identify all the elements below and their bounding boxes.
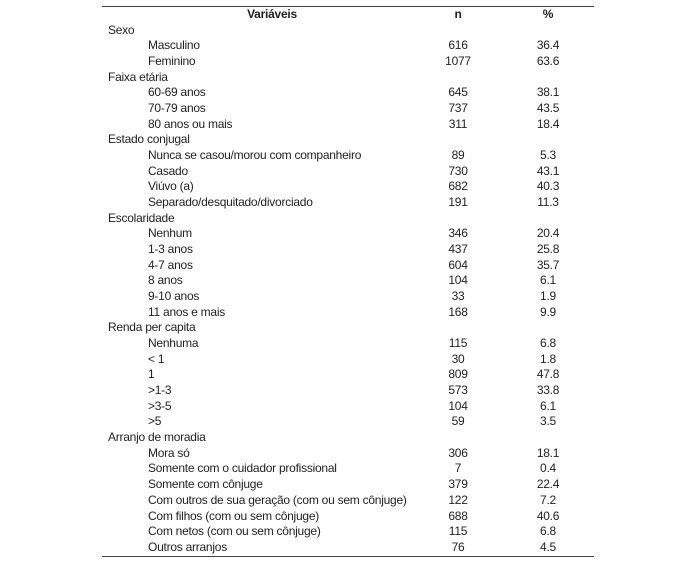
item-percent: 11.3 <box>537 195 559 210</box>
item-percent: 6.8 <box>540 524 556 539</box>
item-n: 59 <box>451 414 465 429</box>
item-n: 76 <box>451 539 465 554</box>
item-percent: 43.1 <box>536 163 560 178</box>
item-label: 11 anos e mais <box>148 304 225 319</box>
table-row <box>102 352 594 368</box>
item-n: 1077 <box>445 54 471 69</box>
item-label: >1-3 <box>148 383 172 398</box>
item-n: 306 <box>448 445 468 460</box>
item-n: 437 <box>448 242 468 257</box>
bottom-rule <box>102 556 594 557</box>
header-n: n <box>454 7 462 21</box>
item-label: Nenhum <box>148 226 192 241</box>
item-label: Casado <box>148 163 188 178</box>
group-label: Arranjo de moradia <box>108 430 206 445</box>
item-label: Com filhos (com ou sem cônjuge) <box>148 508 319 523</box>
item-label: < 1 <box>148 351 165 366</box>
item-n: 168 <box>448 304 468 319</box>
item-label: 9-10 anos <box>148 289 200 304</box>
item-n: 115 <box>448 336 468 351</box>
table-row <box>102 509 594 525</box>
table-row <box>102 540 594 556</box>
table-row <box>102 242 594 258</box>
group-label: Sexo <box>108 22 135 37</box>
item-percent: 18.1 <box>536 445 560 460</box>
item-label: Nunca se casou/morou com companheiro <box>148 148 362 163</box>
item-label: Outros arranjos <box>148 539 227 554</box>
item-n: 645 <box>448 85 468 100</box>
table-row <box>102 273 594 289</box>
group-label: Faixa etária <box>108 69 168 84</box>
item-percent: 35.7 <box>536 257 560 272</box>
item-percent: 5.3 <box>540 148 556 163</box>
table-row <box>102 493 594 509</box>
item-label: 70-79 anos <box>148 101 206 116</box>
table-row <box>102 305 594 321</box>
table-row <box>102 148 594 164</box>
table-row <box>102 399 594 415</box>
table-row <box>102 195 594 211</box>
item-n: 89 <box>451 148 465 163</box>
item-label: 80 anos ou mais <box>148 116 233 131</box>
table-body <box>102 23 594 556</box>
item-percent: 40.6 <box>536 508 560 523</box>
table-row <box>102 461 594 477</box>
item-label: Nenhuma <box>148 336 199 351</box>
item-percent: 33.8 <box>536 383 560 398</box>
item-n: 737 <box>448 101 468 116</box>
table-row <box>102 524 594 540</box>
table-row <box>102 226 594 242</box>
item-percent: 0.4 <box>540 461 556 476</box>
table-row <box>102 101 594 117</box>
group-row <box>102 430 594 446</box>
item-n: 730 <box>448 163 468 178</box>
item-n: 104 <box>448 273 468 288</box>
item-percent: 63.6 <box>536 54 560 69</box>
item-label: 1-3 anos <box>148 242 193 257</box>
item-percent: 18.4 <box>536 116 560 131</box>
item-n: 115 <box>448 524 468 539</box>
item-percent: 40.3 <box>536 179 560 194</box>
table-row <box>102 414 594 430</box>
item-percent: 38.1 <box>536 85 560 100</box>
header-variables: Variáveis <box>247 7 297 21</box>
table-row <box>102 258 594 274</box>
item-n: 122 <box>448 492 468 507</box>
item-label: Separado/desquitado/divorciado <box>148 195 313 210</box>
item-label: Masculino <box>148 38 200 53</box>
table-row <box>102 289 594 305</box>
item-label: Viúvo (a) <box>148 179 194 194</box>
item-percent: 6.1 <box>540 273 556 288</box>
table-row <box>102 85 594 101</box>
item-label: Mora só <box>148 445 190 460</box>
item-n: 30 <box>451 351 465 366</box>
table-row <box>102 477 594 493</box>
item-percent: 3.5 <box>540 414 556 429</box>
group-label: Renda per capita <box>108 320 196 335</box>
item-percent: 1.9 <box>540 289 556 304</box>
item-n: 604 <box>448 257 468 272</box>
item-label: >3-5 <box>148 398 172 413</box>
item-n: 809 <box>448 367 468 382</box>
item-label: Feminino <box>148 54 196 69</box>
item-label: Com outros de sua geração (com ou sem cônjuge) <box>148 492 407 507</box>
item-percent: 1.8 <box>540 351 556 366</box>
group-row <box>102 23 594 39</box>
table-row <box>102 117 594 133</box>
item-n: 7 <box>454 461 462 476</box>
table-row <box>102 446 594 462</box>
item-label: 4-7 anos <box>148 257 193 272</box>
header-percent: % <box>542 7 554 21</box>
data-table <box>102 7 594 556</box>
item-n: 104 <box>448 398 468 413</box>
item-n: 379 <box>448 477 468 492</box>
group-label: Escolaridade <box>108 210 175 225</box>
item-percent: 43.5 <box>536 101 560 116</box>
item-label: >5 <box>148 414 162 429</box>
group-row <box>102 132 594 148</box>
item-percent: 20.4 <box>536 226 560 241</box>
item-label: Com netos (com ou sem cônjuge) <box>148 524 321 539</box>
item-percent: 47.8 <box>536 367 560 382</box>
table-row <box>102 367 594 383</box>
item-n: 688 <box>448 508 468 523</box>
table-row <box>102 164 594 180</box>
item-percent: 25.8 <box>536 242 560 257</box>
item-label: 8 anos <box>148 273 183 288</box>
item-percent: 4.5 <box>540 539 556 554</box>
item-n: 311 <box>448 116 468 131</box>
item-n: 616 <box>448 38 468 53</box>
table-row <box>102 383 594 399</box>
item-percent: 7.2 <box>540 492 556 507</box>
group-row <box>102 211 594 227</box>
group-label: Estado conjugal <box>108 132 190 147</box>
group-row <box>102 320 594 336</box>
group-row <box>102 70 594 86</box>
table-row <box>102 336 594 352</box>
table-row <box>102 38 594 54</box>
item-percent: 6.8 <box>540 336 556 351</box>
item-percent: 6.1 <box>540 398 556 413</box>
table-row <box>102 54 594 70</box>
item-percent: 22.4 <box>536 477 560 492</box>
item-n: 33 <box>451 289 465 304</box>
table-row <box>102 179 594 195</box>
item-label: Somente com o cuidador profissional <box>148 461 337 476</box>
item-label: Somente com cônjuge <box>148 477 263 492</box>
item-n: 682 <box>448 179 468 194</box>
table-header <box>102 7 594 23</box>
item-label: 1 <box>148 367 155 382</box>
item-percent: 9.9 <box>540 304 556 319</box>
item-label: 60-69 anos <box>148 85 206 100</box>
item-n: 346 <box>448 226 468 241</box>
item-n: 573 <box>448 383 468 398</box>
item-n: 191 <box>448 195 468 210</box>
item-percent: 36.4 <box>536 38 560 53</box>
